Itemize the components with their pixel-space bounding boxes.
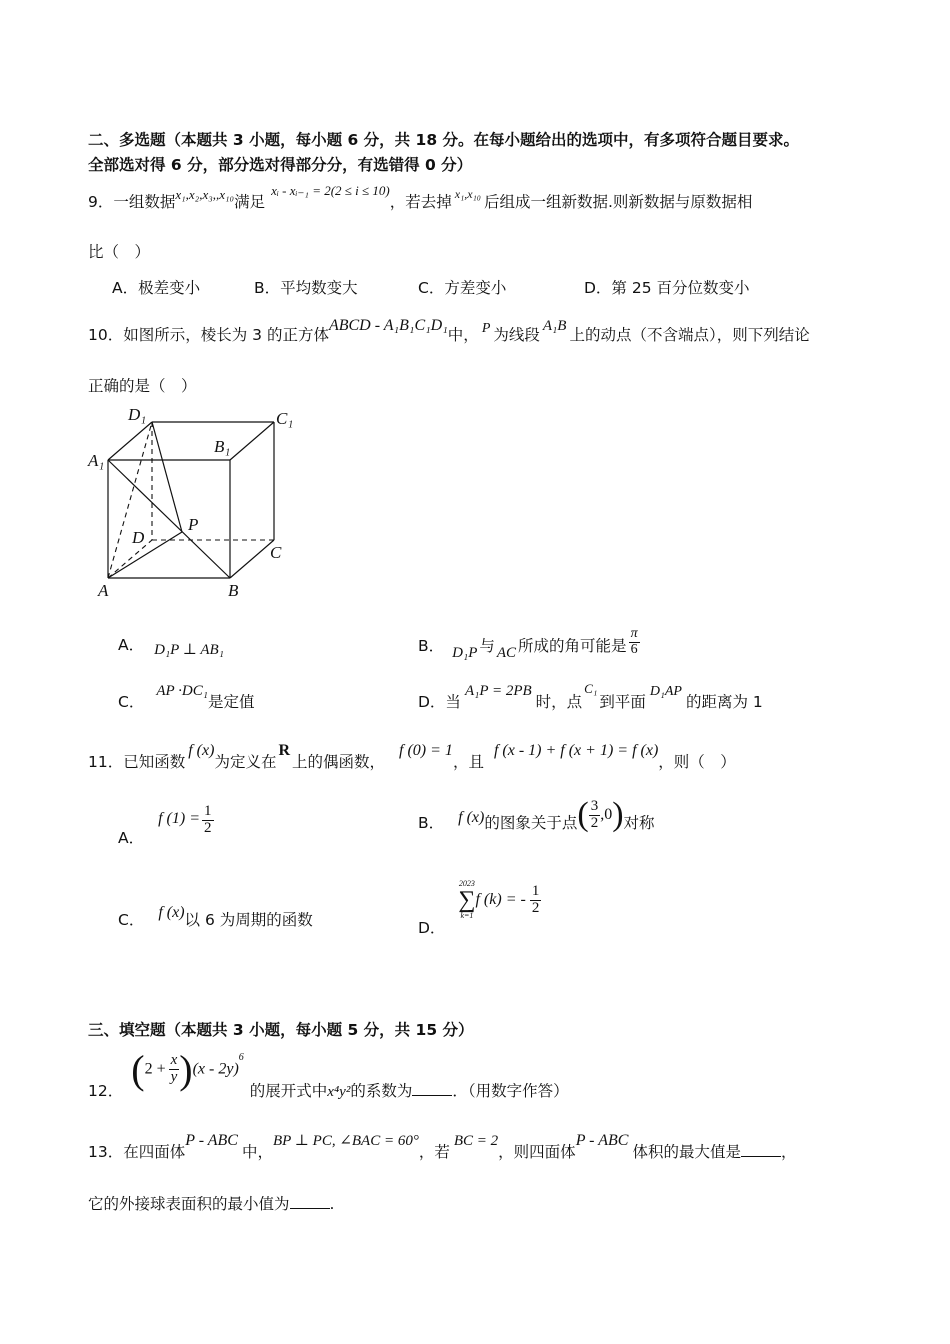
q12-two-plus: 2 + [144, 1060, 166, 1078]
q12-answer-blank[interactable] [412, 1095, 452, 1096]
edge-a1-d1 [108, 422, 152, 460]
q11-option-c-text: 以 6 为周期的函数 [184, 911, 313, 929]
q11-option-b-tail: ,0 [600, 806, 613, 823]
right-paren-icon: ) [612, 796, 624, 833]
q11-option-b-num: 3 [590, 797, 599, 814]
q11-option-a-num: 1 [204, 803, 212, 819]
q11-option-b-fx: f (x) [458, 808, 485, 826]
q11-option-c-label: C． [118, 911, 145, 929]
q10-option-d-t1: 时，点 [535, 693, 583, 711]
q10-cube-name: ABCD - A₁B₁C₁D₁ [328, 317, 448, 334]
q10-option-d-m1: A₁P = 2PB [464, 683, 532, 699]
q10-option-b-fraction [629, 627, 640, 657]
q13-text-6: ， [780, 1143, 797, 1161]
q10-option-c-label: C． [118, 693, 145, 711]
q10-option-d-m3: D₁AP [649, 684, 682, 699]
q10-option-b [418, 621, 640, 661]
q10-option-b-m1: D₁P [452, 644, 478, 661]
q9-option-d: D．第 25 百分位数变小 [584, 279, 750, 297]
q9-text-2: 满足 [234, 193, 266, 211]
q12-term: x⁴y² [327, 1084, 351, 1100]
q11-option-d-upper: 2023 [458, 879, 475, 888]
q12-frac-x: x [170, 1052, 178, 1069]
hidden-edge-a-d [108, 540, 152, 578]
q11-real-set: R [278, 742, 291, 759]
q11-option-d-lower: k=1 [460, 911, 474, 920]
q12-text-2: 的展开式中 [249, 1082, 328, 1100]
q10-text-3: 为线段 [493, 326, 540, 344]
left-paren-icon: ( [131, 1047, 145, 1092]
label-c: C [270, 543, 282, 562]
q13-m2: BP ⊥ PC, ∠BAC = 60° [273, 1133, 419, 1149]
q9-option-c: C．方差变小 [418, 279, 507, 297]
q12-text-4: ．（用数字作答） [452, 1082, 569, 1100]
q11-option-b [418, 796, 655, 834]
q9-condition: xᵢ - xᵢ₋₁ = 2(2 ≤ i ≤ 10) [271, 183, 390, 198]
q13-text-4: ，则四面体 [498, 1143, 576, 1161]
q12-fraction [169, 1053, 180, 1086]
q11-option-b-t2: 对称 [623, 813, 655, 832]
q12-factor2: (x - 2y) [192, 1060, 239, 1078]
q11-option-b-den: 2 [590, 814, 599, 831]
q10-option-a-label: A． [118, 636, 145, 654]
q13-answer-blank-2[interactable] [290, 1208, 330, 1209]
q10-option-c-math: AP ·DC₁ [156, 683, 208, 699]
label-b1: B₁ [214, 437, 231, 456]
q10-option-d-t2: 到平面 [599, 693, 646, 711]
left-paren-icon: ( [577, 796, 589, 833]
q10-option-b-den: 6 [630, 641, 638, 657]
cube-figure [80, 400, 310, 605]
q11-equation: f (x - 1) + f (x + 1) = f (x) [493, 742, 659, 759]
q11-option-b-t1: 的图象关于点 [484, 813, 578, 832]
q12-exponent: 6 [238, 1052, 244, 1063]
question-12 [88, 1046, 569, 1100]
q9-text-3: ，若去掉 [389, 193, 452, 211]
q9-data-list: x₁,x₂,x₃,,x₁₀ [175, 187, 235, 202]
q11-text-3: 上的偶函数， [292, 753, 386, 771]
q10-option-b-label: B． [418, 636, 445, 655]
q9-text-1: 9．一组数据 [88, 193, 176, 211]
q11-text-2: 为定义在 [214, 753, 277, 771]
q10-option-d-t3: 的距离为 1 [685, 693, 763, 711]
label-a: A [98, 581, 109, 600]
q10-option-c-text: 是定值 [207, 693, 255, 711]
q10-point-p: P [481, 321, 491, 336]
edge-b1-c1 [230, 422, 274, 460]
q9-text-4: 后组成一组新数据.则新数据与原数据相 [483, 193, 753, 211]
q10-option-d-m2: C₁ [584, 681, 598, 696]
q11-option-d-summation [458, 880, 475, 920]
label-d1: D₁ [128, 405, 147, 424]
q13-text-3: ，若 [418, 1143, 450, 1161]
q11-text-4: ，且 [452, 753, 484, 771]
q9-removed: x₁,x₁₀ [454, 187, 481, 201]
q13-text-2: 中， [241, 1143, 273, 1161]
label-a1: A₁ [88, 451, 105, 470]
q11-f0: f (0) = 1 [399, 742, 453, 759]
q13-m1: P - ABC [185, 1132, 238, 1149]
q11-option-a-fraction [202, 804, 214, 837]
question-9 [88, 183, 753, 212]
q10-text-2: 中， [447, 326, 479, 344]
q10-option-d [418, 680, 763, 711]
q11-option-d-label: D． [418, 918, 446, 937]
label-c1: C₁ [276, 409, 294, 428]
q12-frac-y: y [170, 1069, 178, 1085]
section-3-title: 三、填空题（本题共 3 小题，每小题 5 分，共 15 分） [88, 1021, 474, 1039]
edge-b-c [230, 540, 274, 578]
q11-option-c-fx: f (x) [158, 904, 185, 921]
q9-line2: 比（ ） [88, 243, 151, 261]
section-2-title-line2: 全部选对得 6 分，部分选对得部分分，有选错得 0 分） [88, 156, 473, 174]
question-13 [88, 1128, 797, 1161]
q13-text-5: 体积的最大值是 [632, 1143, 741, 1161]
segment-a1-b [108, 460, 230, 578]
section-2-title-line1: 二、多选题（本题共 3 小题，每小题 6 分，共 18 分。在每小题给出的选项中，有多项符合题目要求。 [88, 131, 800, 149]
q11-option-b-label: B． [418, 813, 445, 832]
q11-text-1: 11．已知函数 [88, 753, 186, 771]
q9-option-b: B．平均数变大 [254, 279, 358, 297]
q10-text-1: 10．如图所示，棱长为 3 的正方体 [88, 326, 329, 344]
q11-option-a-math: f (1) = [158, 809, 201, 827]
q11-option-d-math: f (k) = - [475, 891, 526, 908]
q10-option-b-t1: 与 [479, 636, 495, 655]
label-b: B [228, 581, 239, 600]
q10-text-4: 上的动点（不含端点），则下列结论 [569, 326, 810, 344]
label-d: D [132, 528, 145, 547]
q13-line2 [88, 1192, 334, 1214]
q13-end: . [329, 1195, 335, 1213]
q10-option-b-t2: 所成的角可能是 [518, 636, 627, 655]
q11-option-a [118, 802, 214, 847]
q11-text-5: ，则（ ） [658, 753, 736, 771]
question-10 [88, 317, 810, 345]
label-p: P [188, 515, 199, 534]
q10-segment: A₁B [542, 318, 567, 334]
q10-option-b-m2: AC [496, 644, 517, 661]
q10-option-a-math: D₁P ⊥ AB₁ [154, 642, 224, 658]
segment-d1-p [152, 422, 182, 532]
q13-m3: BC = 2 [453, 1133, 499, 1149]
q10-option-b-num: π [630, 626, 638, 641]
question-11 [88, 738, 736, 771]
q12-number: 12． [88, 1082, 124, 1100]
q10-option-a [118, 633, 224, 658]
q11-option-a-label: A． [118, 828, 145, 847]
q9-option-a: A．极差变小 [112, 279, 201, 297]
q13-answer-blank-1[interactable] [741, 1156, 781, 1157]
q10-line2: 正确的是（ ） [88, 377, 197, 395]
q12-text-3: 的系数为 [350, 1082, 413, 1100]
q11-option-d-num: 1 [531, 882, 540, 899]
q11-option-d-den: 2 [531, 899, 540, 916]
q11-option-d-fraction [530, 884, 542, 917]
right-paren-icon: ) [179, 1047, 193, 1092]
q10-option-d-label: D．当 [418, 693, 461, 711]
q13-line2-text: 它的外接球表面积的最小值为 [88, 1195, 290, 1213]
q11-option-b-fraction [589, 799, 601, 832]
sigma-icon: ∑ [458, 887, 476, 913]
q11-option-d [418, 879, 541, 937]
q13-m4: P - ABC [575, 1132, 629, 1149]
q10-option-c [118, 680, 255, 711]
q11-option-a-den: 2 [204, 819, 212, 836]
q11-option-c [118, 900, 313, 929]
q13-text-1: 13．在四面体 [88, 1143, 186, 1161]
q11-fx: f (x) [188, 742, 215, 759]
